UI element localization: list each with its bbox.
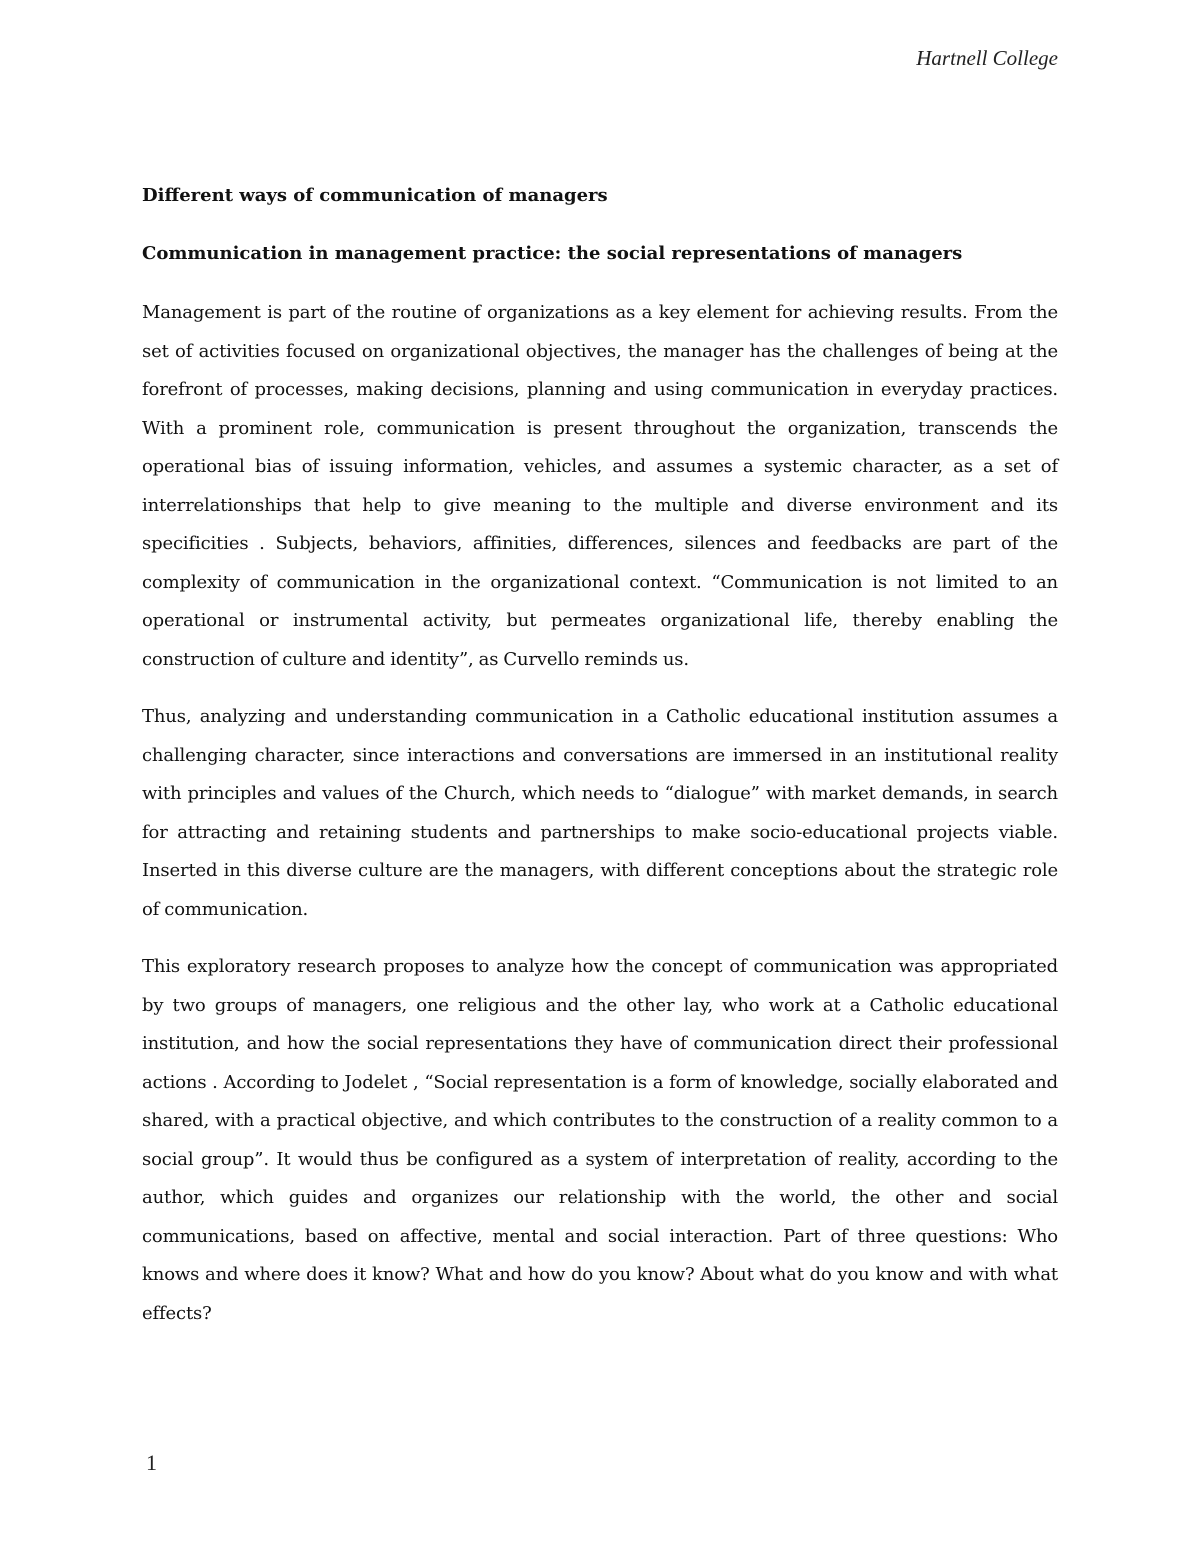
paragraph-3: This exploratory research proposes to analyze how the concept of communication was appropriated by two groups of managers, one religious and the other lay, who work at a Catholic educational institution, and how the social representations they have of communication direct their professional actions . According to Jodelet , “Social representation is a form of knowledge, socially elaborated and shared, with a practical objective, and which contributes to the construction of a reality common to a social group”. It would thus be configured as a system of interpretation of reality, according to the author, which guides and organizes our relationship with the world, the other and social communications, based on affective, mental and social interaction. Part of three questions: Who knows and where does it know? What and how do you know? About what do you know and with what effects? [142,956,1058,1324]
document-body [142,180,1058,1352]
document-subtitle: Communication in management practice: the social representations of managers [142,243,963,264]
paragraph-1: Management is part of the routine of organizations as a key element for achieving results. From the set of activities focused on organizational objectives, the manager has the challenges of being at the forefront of processes, making decisions, planning and using communication in everyday practices. With a prominent role, communication is present throughout the organization, transcends the operational bias of issuing information, vehicles, and assumes a systemic character, as a set of interrelationships that help to give meaning to the multiple and diverse environment and its specificities . Subjects, behaviors, affinities, differences, silences and feedbacks are part of the complexity of communication in the organizational context. “Communication is not limited to an operational or instrumental activity, but permeates organizational life, thereby enabling the construction of culture and identity”, as Curvello reminds us. [142,302,1058,670]
page-number: 1 [146,1450,157,1475]
paragraph-2: Thus, analyzing and understanding communication in a Catholic educational institution assumes a challenging character, since interactions and conversations are immersed in an institutional reality with principles and values of the Church, which needs to “dialogue” with market demands, in search for attracting and retaining students and partnerships to make socio-educational projects viable. Inserted in this diverse culture are the managers, with different conceptions about the strategic role of communication. [142,706,1058,920]
document-title: Different ways of communication of managers [142,185,608,206]
running-header: Hartnell College [916,46,1058,70]
